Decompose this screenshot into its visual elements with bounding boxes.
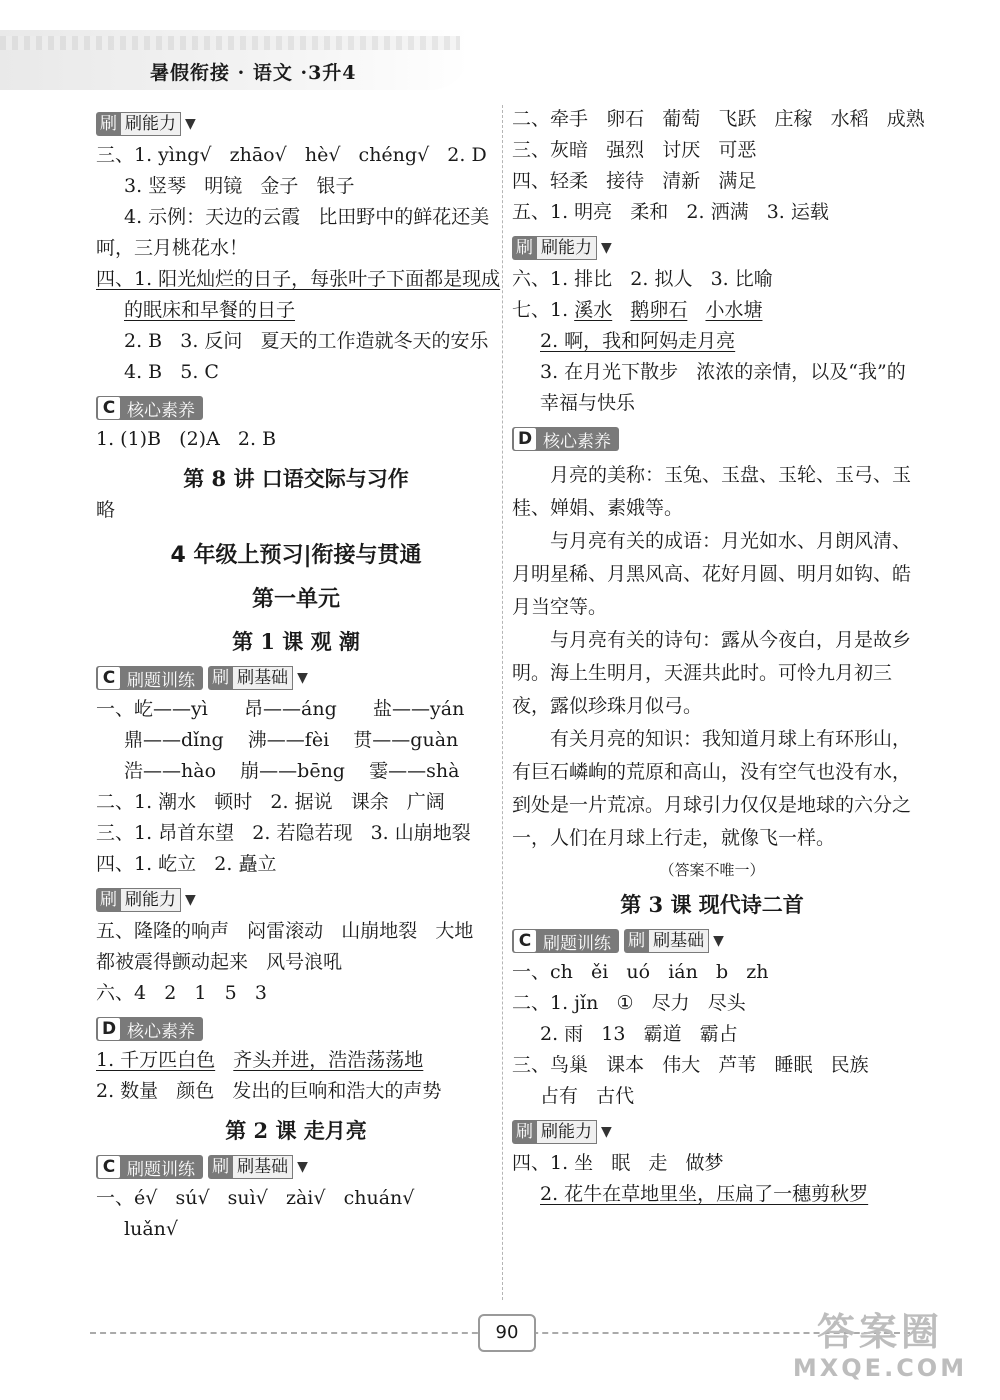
answer-line: 3. 在月光下散步 浓浓的亲情，以及“我”的: [540, 361, 906, 383]
answer-line: 三、灰暗 强烈 讨厌 可恶: [512, 139, 757, 161]
answer-line: 占有 古代: [540, 1085, 635, 1107]
header-title: 暑假衔接 · 语文 ·3升4: [150, 62, 357, 84]
answer-line: luǎn√: [124, 1218, 178, 1240]
answer-line: 1. 千万匹白色 齐头并进，浩浩荡荡地: [96, 1049, 424, 1071]
answer-line: 三、1. 昂首东望 2. 若隐若现 3. 山崩地裂: [96, 822, 471, 844]
answer-line: 二、1. 潮水 顿时 2. 据说 课余 广阔: [96, 791, 445, 813]
paragraph: 与月亮有关的成语：月光如水、月朗风清、月明星稀、月黑风高、花好月圆、明月如钩、皓月当空等。: [512, 530, 912, 618]
answer-line: 3. 竖琴 明镜 金子 银子: [124, 175, 355, 197]
section-tag-basic: 刷 刷基础 ▼: [624, 929, 724, 953]
section-tag-basic: 刷 刷基础 ▼: [208, 666, 308, 690]
section-tag-ability: 刷 刷能力 ▼: [96, 888, 196, 912]
answer-line: 鼎——dǐng 沸——fèi 贯——guàn: [124, 729, 459, 751]
answer-line: 都被震得颤动起来 风号浪吼: [96, 951, 343, 973]
answer-line: 五、1. 明亮 柔和 2. 洒满 3. 运载: [512, 201, 829, 223]
section-badge-core: D 核心素养: [96, 1017, 203, 1041]
answer-line: 四、1. 坐 眠 走 做梦: [512, 1152, 724, 1174]
answer-line: 一、é√ sú√ suì√ zài√ chuán√: [96, 1187, 415, 1209]
answer-line: 2. 花牛在草地里坐，压扁了一穗剪秋罗: [540, 1183, 869, 1205]
answer-line: 略: [96, 499, 116, 521]
answer-line: 三、鸟巢 课本 伟大 芦苇 睡眠 民族: [512, 1054, 869, 1076]
answer-line: 二、1. jǐn ① 尽力 尽头: [512, 992, 746, 1014]
answer-line: 七、1. 溪水 鹅卵石 小水塘: [512, 299, 763, 321]
triangle-down-icon: ▼: [601, 240, 612, 256]
paragraph: 有关月亮的知识：我知道月球上有环形山，有巨石嶙峋的荒原和高山，没有空气也没有水，到处是一片荒凉。月球引力仅仅是地球的六分之一，人们在月球上行走，就像飞一样。: [512, 728, 912, 849]
answer-line: 2. 雨 13 霸道 霸占: [540, 1023, 738, 1045]
triangle-down-icon: ▼: [185, 116, 196, 132]
answer-line: 四、1. 屹立 2. 矗立: [96, 853, 277, 875]
answer-line: 幸福与快乐: [540, 392, 636, 414]
right-column: [512, 108, 925, 1214]
watermark: 答案圈 MXQE.COM: [792, 1310, 968, 1382]
section-badge-training: C 刷题训练: [512, 929, 619, 953]
section-badge-core: C 核心素养: [96, 396, 203, 420]
answer-line: 四、轻柔 接待 清新 满足: [512, 170, 757, 192]
section-tag-ability: 刷 刷能力 ▼: [96, 112, 196, 136]
page-number: 90: [478, 1314, 536, 1352]
answer-line: 2. 数量 颜色 发出的巨响和浩大的声势: [96, 1080, 442, 1102]
section-tag-ability: 刷 刷能力 ▼: [512, 1120, 612, 1144]
answer-line: 的眠床和早餐的日子: [124, 299, 296, 321]
answer-line: 4. B 5. C: [124, 361, 219, 383]
answer-line: 1. (1)B (2)A 2. B: [96, 428, 277, 450]
unit-main-title: 4 年级上预习|衔接与贯通: [170, 543, 422, 568]
paragraph: 与月亮有关的诗句：露从今夜白，月是故乡明。海上生明月，天涯共此时。可怜九月初三夜，露似珍珠月似弓。: [512, 629, 912, 717]
lesson-title: 第 8 讲 口语交际与习作: [183, 466, 409, 491]
answer-line: 五、隆隆的响声 闷雷滚动 山崩地裂 大地: [96, 920, 474, 942]
left-column: [96, 108, 501, 1249]
section-badge-core: D 核心素养: [512, 427, 619, 451]
section-tag-basic: 刷 刷基础 ▼: [208, 1155, 308, 1179]
answer-line: 四、1. 阳光灿烂的日子，每张叶子下面都是现成: [96, 268, 501, 290]
lesson-title: 第 2 课 走月亮: [225, 1118, 367, 1143]
note: （答案不唯一）: [659, 861, 765, 879]
lesson-title: 第 1 课 观 潮: [232, 629, 360, 654]
section-badge-training: C 刷题训练: [96, 1155, 203, 1179]
answer-line: 2. 啊，我和阿妈走月亮: [540, 330, 736, 352]
column-divider: [502, 105, 503, 1300]
answer-line: 浩——hào 崩——bēng 霎——shà: [124, 760, 460, 782]
answer-line: 一、屹——yì 昂——áng 盐——yán: [96, 698, 465, 720]
header-decoration: [0, 36, 460, 50]
answer-line: 4. 示例：天边的云霞 比田野中的鲜花还美: [124, 206, 490, 228]
section-badge-training: C 刷题训练: [96, 666, 203, 690]
answer-line: 2. B 3. 反问 夏天的工作造就冬天的安乐: [124, 330, 489, 352]
answer-line: 三、1. yìng√ zhāo√ hè√ chéng√ 2. D: [96, 144, 487, 166]
triangle-down-icon: ▼: [713, 933, 724, 949]
section-tag-ability: 刷 刷能力 ▼: [512, 236, 612, 260]
paragraph: 月亮的美称：玉兔、玉盘、玉轮、玉弓、玉桂、婵娟、素娥等。: [512, 464, 912, 519]
unit-title: 第一单元: [251, 587, 340, 612]
answer-line: 二、牵手 卵石 葡萄 飞跃 庄稼 水稻 成熟: [512, 108, 925, 130]
answer-line: 六、4 2 1 5 3: [96, 982, 267, 1004]
answer-line: 一、ch ěi uó ián b zh: [512, 961, 769, 983]
answer-line: 六、1. 排比 2. 拟人 3. 比喻: [512, 268, 773, 290]
triangle-down-icon: ▼: [297, 1159, 308, 1175]
answer-line: 呵，三月桃花水！: [96, 237, 249, 259]
triangle-down-icon: ▼: [601, 1124, 612, 1140]
triangle-down-icon: ▼: [297, 670, 308, 686]
triangle-down-icon: ▼: [185, 892, 196, 908]
lesson-title: 第 3 课 现代诗二首: [620, 892, 804, 917]
